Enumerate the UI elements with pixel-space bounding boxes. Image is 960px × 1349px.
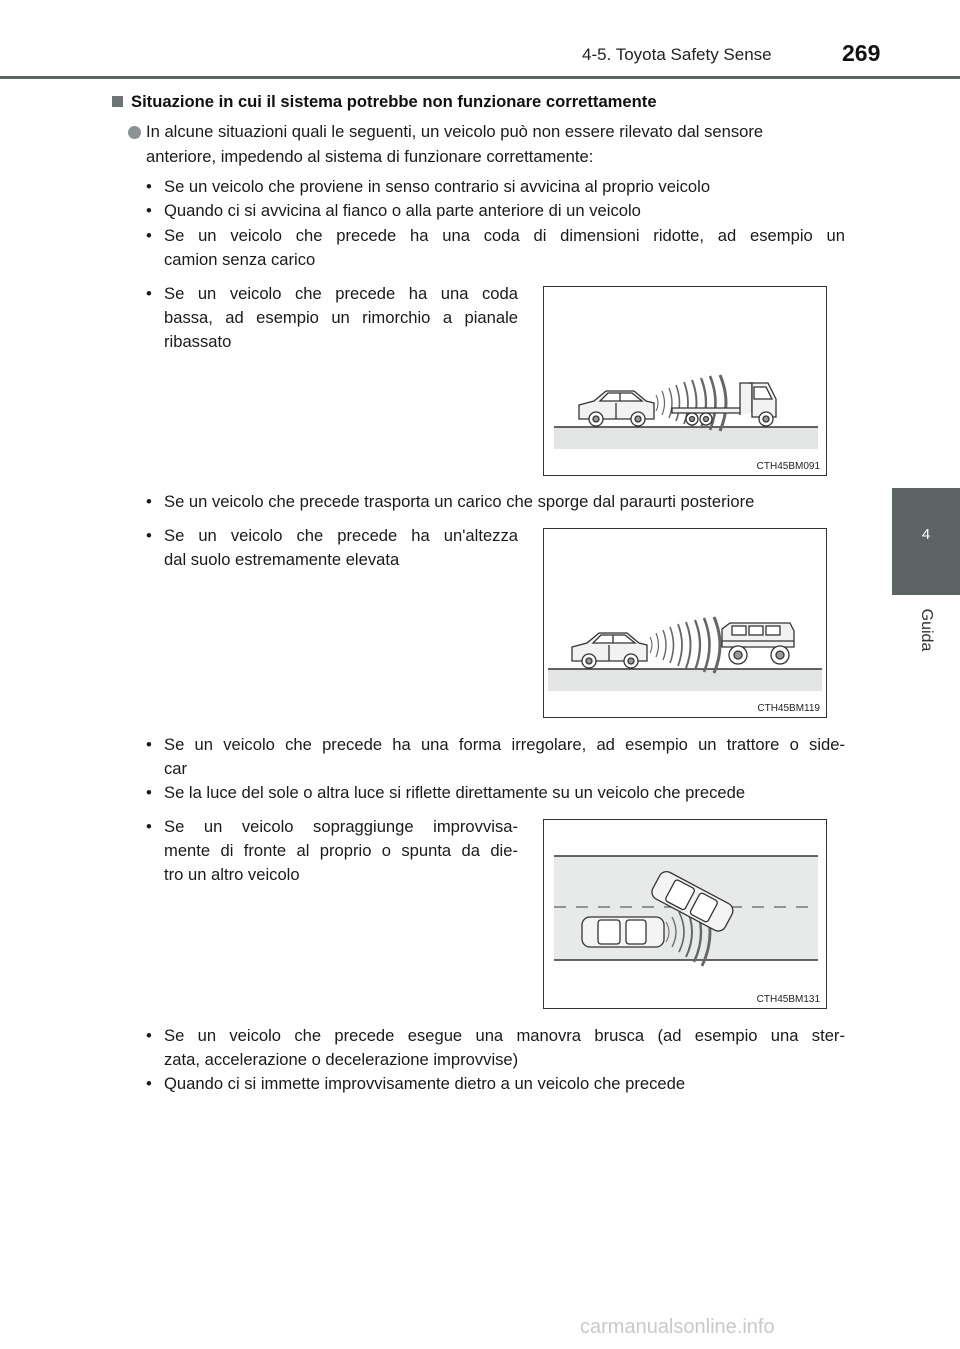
list-item-side-approach: Quando ci si avvicina al fianco o alla parte anteriore di un veicolo xyxy=(164,201,641,220)
suv-icon xyxy=(722,623,794,664)
figure-code: CTH45BM091 xyxy=(756,461,820,472)
intro-line-1: In alcune situazioni quali le seguenti, un veicolo può non essere rilevato dal sensore xyxy=(146,122,764,141)
bullet-marker: • xyxy=(146,284,152,303)
intro-line-2: anteriore, impedendo al sistema di funzionare correttamente: xyxy=(146,147,594,166)
illustration-car-suv xyxy=(544,529,828,719)
list-item-protruding-load: Se un veicolo che precede trasporta un carico che sporge dal paraurti posteriore xyxy=(164,492,755,511)
bullet-marker: • xyxy=(146,1074,152,1093)
section-heading-text: Situazione in cui il sistema potrebbe non funzionare correttamente xyxy=(131,92,657,111)
chapter-title-text: Guida xyxy=(918,608,935,652)
bullet-marker: • xyxy=(146,735,152,754)
list-item-low-tail-line1: Se un veicolo che precede ha una coda xyxy=(164,284,518,303)
own-car-icon xyxy=(579,391,654,426)
illustration-car-trailer xyxy=(544,287,828,477)
list-item-sudden-maneuver-line2: zata, accelerazione o decelerazione improvvise) xyxy=(164,1050,519,1069)
list-item-cut-in-line1: Se un veicolo sopraggiunge improvvisa- xyxy=(164,817,518,836)
list-item-sudden-merge: Quando ci si immette improvvisamente dietro a un veicolo che precede xyxy=(164,1074,686,1093)
list-item-irregular-shape-line2: car xyxy=(164,759,188,778)
bullet-marker: • xyxy=(146,492,152,511)
square-bullet-icon xyxy=(112,96,123,107)
own-car-top-icon xyxy=(582,917,664,947)
figure-high-clearance xyxy=(543,528,827,718)
list-item-high-clearance-line2: dal suolo estremamente elevata xyxy=(164,550,400,569)
page-number: 269 xyxy=(842,40,881,66)
chapter-number: 4 xyxy=(921,526,931,543)
figure-code: CTH45BM131 xyxy=(756,994,820,1005)
own-car-icon xyxy=(572,633,647,668)
figure-code: CTH45BM119 xyxy=(757,703,820,714)
list-item-light-reflection: Se la luce del sole o altra luce si riflette direttamente su un veicolo che precede xyxy=(164,783,746,802)
figure-low-trailer xyxy=(543,286,827,476)
list-item-low-tail-line2: bassa, ad esempio un rimorchio a pianale xyxy=(164,308,518,327)
bullet-marker: • xyxy=(146,783,152,802)
section-title: 4-5. Toyota Safety Sense xyxy=(582,45,772,64)
bullet-marker: • xyxy=(146,226,152,245)
list-item-small-tail-line1: Se un veicolo che precede ha una coda di dimensioni ridotte, ad esempio un xyxy=(164,226,845,245)
header-rule xyxy=(0,76,960,79)
illustration-top-view xyxy=(544,820,828,1010)
bullet-marker: • xyxy=(146,177,152,196)
bullet-marker: • xyxy=(146,1026,152,1045)
bullet-marker: • xyxy=(146,817,152,836)
list-item-small-tail-line2: camion senza carico xyxy=(164,250,316,269)
chapter-title xyxy=(892,600,960,660)
radar-wave-icon xyxy=(650,617,720,673)
figure-cut-in xyxy=(543,819,827,1009)
bullet-marker: • xyxy=(146,201,152,220)
list-item-sudden-maneuver-line1: Se un veicolo che precede esegue una manovra brusca (ad esempio una ster- xyxy=(164,1026,845,1045)
list-item-low-tail-line3: ribassato xyxy=(164,332,232,351)
chapter-tab xyxy=(892,488,960,595)
circle-bullet-icon xyxy=(128,126,141,139)
bullet-marker: • xyxy=(146,526,152,545)
list-item-high-clearance-line1: Se un veicolo che precede ha un'altezza xyxy=(164,526,518,545)
list-item-oncoming: Se un veicolo che proviene in senso contrario si avvicina al proprio veicolo xyxy=(164,177,711,196)
list-item-cut-in-line2: mente di fronte al proprio o spunta da die- xyxy=(164,841,518,860)
list-item-cut-in-line3: tro un altro veicolo xyxy=(164,865,300,884)
list-item-irregular-shape-line1: Se un veicolo che precede ha una forma irregolare, ad esempio un trattore o side- xyxy=(164,735,845,754)
watermark: carmanualsonline.info xyxy=(580,1316,775,1338)
section-heading xyxy=(112,92,657,112)
